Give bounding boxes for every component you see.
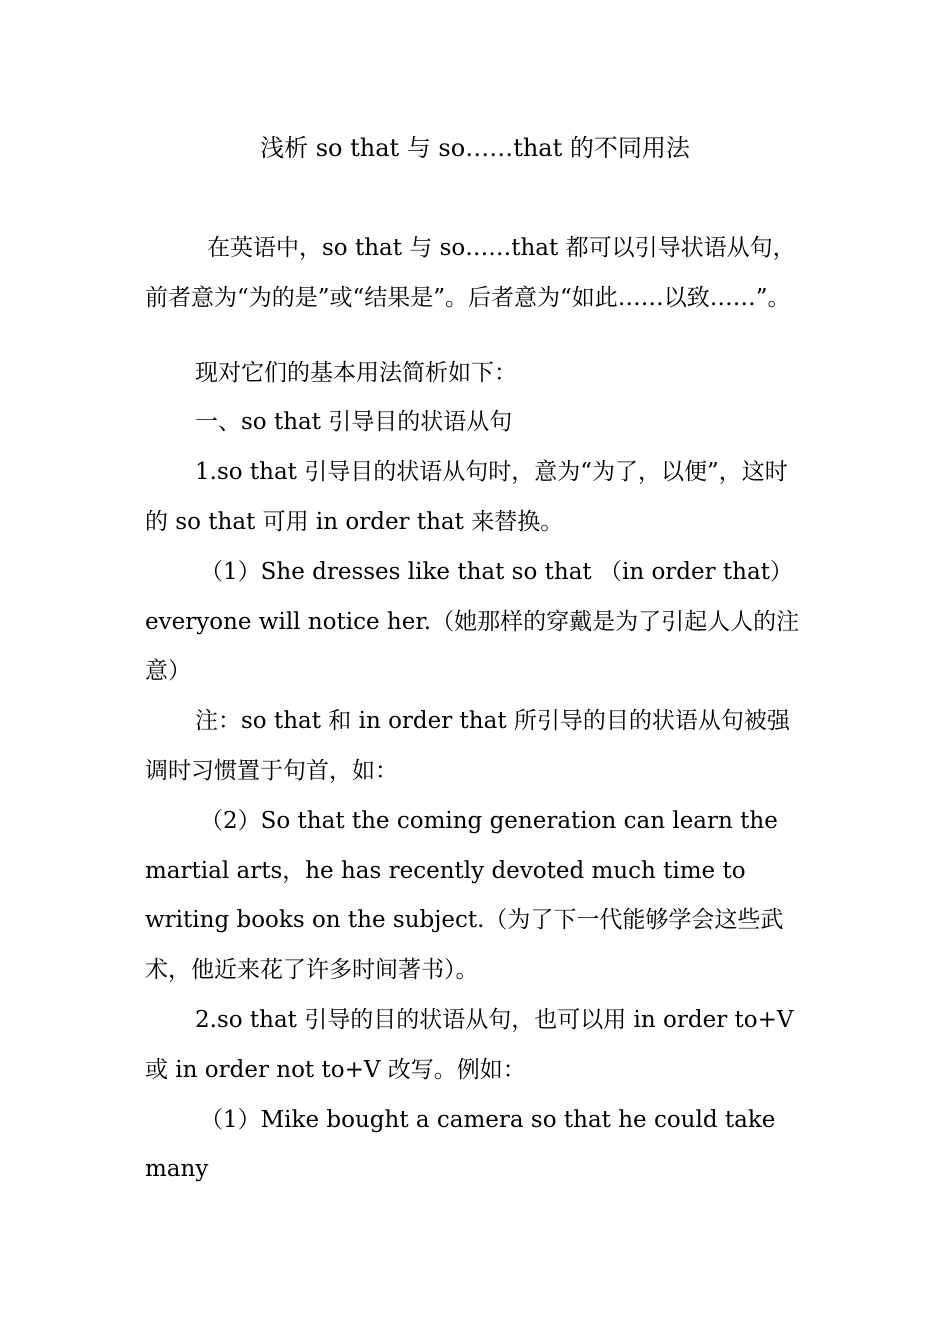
document-body (145, 224, 807, 1195)
paragraph-intro: 在英语中，so that 与 so……that 都可以引导状语从句，前者意为“为的是”或“结果是”。后者意为“如此……以致……”。 (145, 235, 796, 311)
paragraph-point-2: 2.so that 引导的目的状语从句，也可以用 in order to+V 或 in order not to+V 改写。例如： (145, 1006, 794, 1083)
example-3: （1）Mike bought a camera so that he could take many (145, 1106, 776, 1183)
section-heading-1: 一、so that 引导目的状语从句 (195, 409, 513, 436)
paragraph-gap (145, 324, 807, 349)
example-1: （1）She dresses like that so that （in order that） everyone will notice her.（她那样的穿戴是为了引起人人的注意） (145, 558, 800, 685)
example-2: （2）So that the coming generation can learn the martial arts，he has recently devoted much time to writing books on the subject.（为了下一代能够学会这些武术，他近来花了许多时间著书）。 (145, 807, 784, 984)
paragraph-point-1: 1.so that 引导目的状语从句时，意为“为了，以便”，这时的 so that 可用 in order that 来替换。 (145, 459, 788, 535)
note-paragraph: 注：so that 和 in order that 所引导的目的状语从句被强调时习惯置于句首，如： (145, 708, 790, 784)
document-title: 浅析 so that 与 so……that 的不同用法 (260, 134, 690, 162)
paragraph-overview: 现对它们的基本用法简析如下： (195, 359, 517, 386)
